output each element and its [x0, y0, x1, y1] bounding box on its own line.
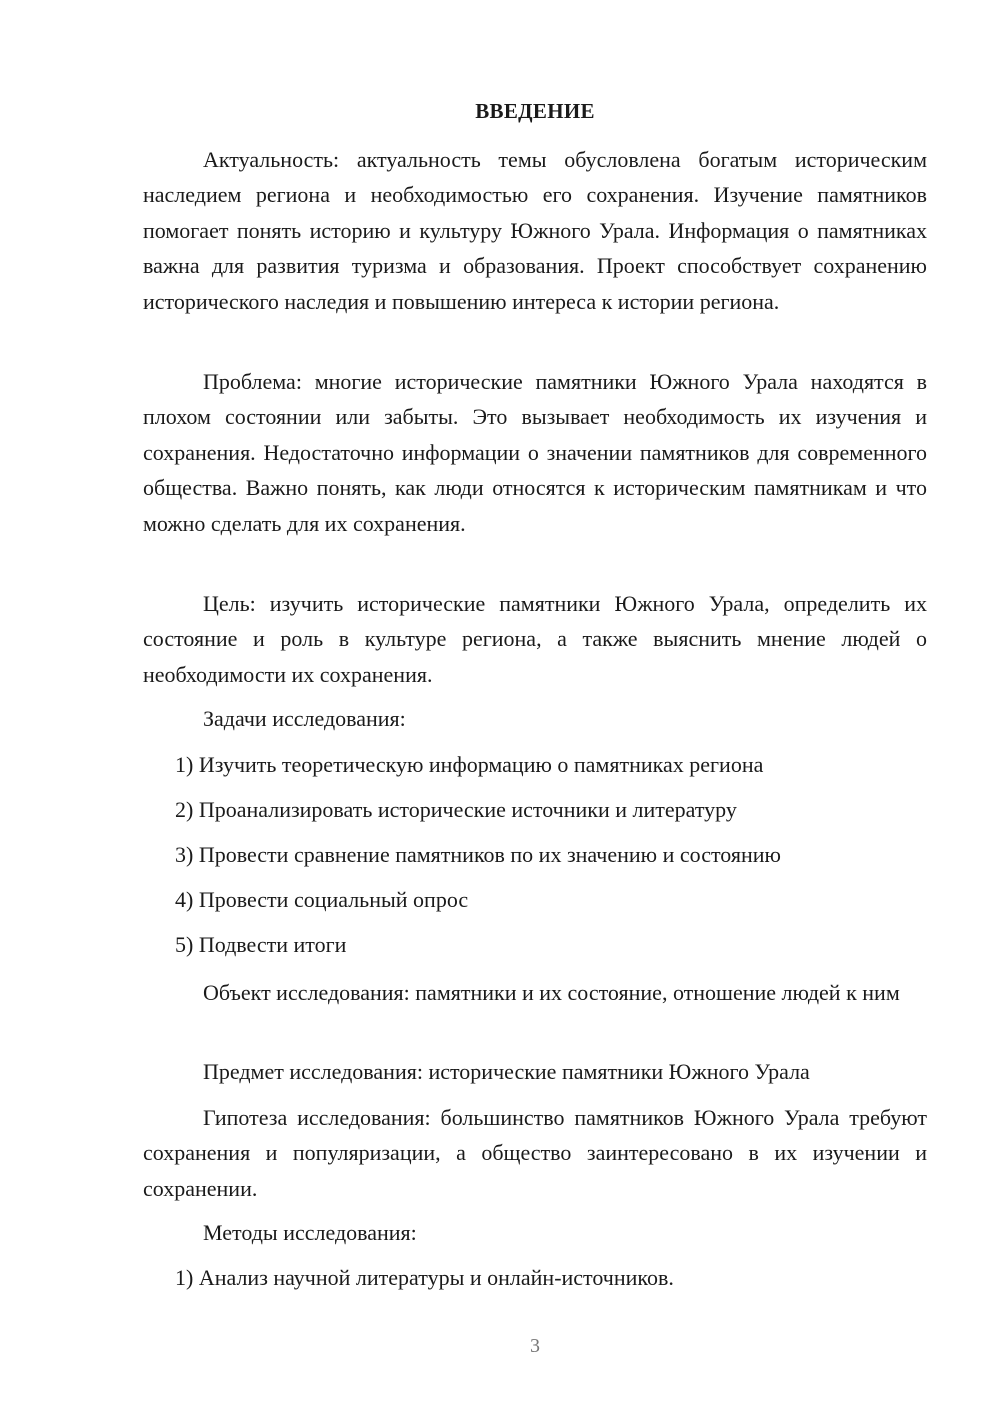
paragraph-hypothesis: Гипотеза исследования: большинство памятников Южного Урала требуют сохранения и популяризации, а общество заинтересовано в их изучении и сохранении.: [143, 1105, 927, 1201]
task-item-5: 5) Подвести итоги: [175, 932, 347, 957]
task-item-3: 3) Провести сравнение памятников по их значению и состоянию: [175, 842, 781, 867]
paragraph-goal: Цель: изучить исторические памятники Южного Урала, определить их состояние и роль в культуре региона, а также выяснить мнение людей о необходимости их сохранения.: [143, 591, 927, 687]
document-page: [143, 0, 927, 1414]
paragraph-subject: Предмет исследования: исторические памятники Южного Урала: [203, 1059, 810, 1084]
paragraph-problem: Проблема: многие исторические памятники Южного Урала находятся в плохом состоянии или забыты. Это вызывает необходимость их изучения и сохранения. Недостаточно информации о значении памятников для современного общества. Важно понять, как люди относятся к историческим памятникам и что можно сделать для их сохранения.: [143, 369, 927, 536]
task-item-4: 4) Провести социальный опрос: [175, 887, 469, 912]
task-item-2: 2) Проанализировать исторические источники и литературу: [175, 797, 737, 822]
method-item-1: 1) Анализ научной литературы и онлайн-источников.: [175, 1265, 674, 1290]
methods-heading: Методы исследования:: [203, 1220, 417, 1245]
paragraph-relevance: Актуальность: актуальность темы обусловлена богатым историческим наследием региона и необходимостью его сохранения. Изучение памятников помогает понять историю и культуру Южного Урала. Информация о памятниках важна для развития туризма и образования. Проект способствует сохранению исторического наследия и повышению интереса к истории региона.: [143, 147, 927, 314]
page-number: 3: [530, 1335, 540, 1357]
paragraph-object: Объект исследования: памятники и их состояние, отношение людей к ним: [203, 980, 900, 1005]
tasks-heading: Задачи исследования:: [203, 706, 406, 731]
section-title: ВВЕДЕНИЕ: [475, 99, 595, 123]
task-item-1: 1) Изучить теоретическую информацию о памятниках региона: [175, 752, 764, 777]
